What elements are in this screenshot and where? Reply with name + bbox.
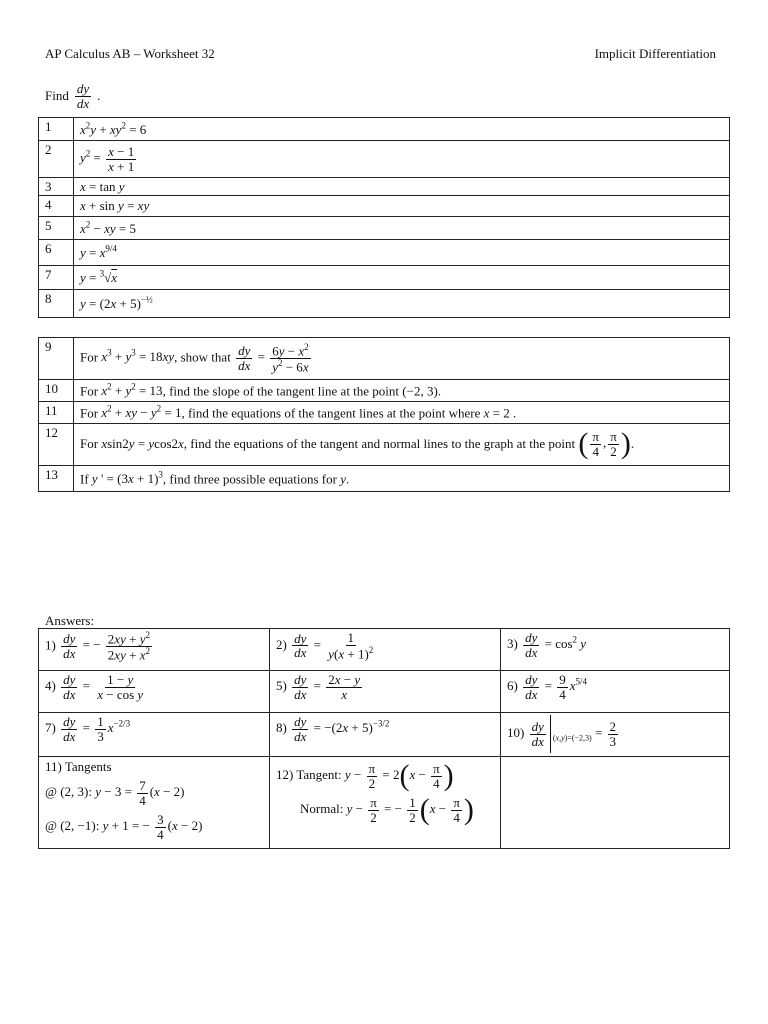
problem-row: 11 For $x^2$ + xy − $y^2 = 1$, find the equations of the tangent lines at the point where x = 2 .: [39, 402, 730, 424]
answer-cell: 12) Tangent: y − $\frac{\pi}{2}$ = 2(x − $\frac{\pi}{4}$ ) Normal: y − $\frac{\pi}{2}$ = − $\frac{1}{2}$ (x − $\frac{\pi}{4}$ ): [270, 757, 501, 849]
problem-row: 2 $y^2$ = $\frac{x - 1}{x + 1}$: [39, 141, 730, 178]
problems-table-b: [38, 337, 730, 492]
answer-cell: 4) $\frac{dy}{dx}$ = $\frac{1 - y}{\text{x − cos y}}$: [39, 671, 270, 713]
answer-cell-empty: [501, 757, 730, 849]
answer-cell: 8) $\frac{dy}{dx}$ = $-(2x + 5)^{-3/2}$: [270, 713, 501, 757]
problems-table-a: [38, 117, 730, 318]
problem-row: 1 $x^2y + xy^2 = 6$: [39, 118, 730, 141]
problem-text: If y ' = $(3x + 1)^3$, find three possible equations for y.: [74, 466, 730, 492]
problem-row: 9 For $x^3 + y^3 = 18xy$, show that $\frac{dy}{dx}$ = $\frac{6y - x^2}{y^2 - 6x}$: [39, 338, 730, 380]
problem-row: 13 If y ' = $(3x + 1)^3$, find three possible equations for y.: [39, 466, 730, 492]
answer-cell: 11) Tangents @ (2, 3): y − 3 = $\frac{7}{4}$ (x − 2) @ (2, −1): y + 1 = − $\frac{3}{4}$ (x − 2): [39, 757, 270, 849]
answer-cell: 3) $\frac{dy}{dx}$ = $\cos^2 y$: [501, 629, 730, 671]
problem-expression: $y^2$ = $\frac{x - 1}{x + 1}$: [74, 141, 730, 178]
worksheet-topic: Implicit Differentiation: [594, 46, 716, 61]
problem-row: 4 x + sin y = xy: [39, 196, 730, 217]
problem-expression: y = $^3$√x: [74, 266, 730, 290]
problem-row: 3 x = tan y: [39, 178, 730, 196]
problem-expression: $x^2$ − xy = 5: [74, 217, 730, 240]
answers-table: [38, 628, 730, 849]
answer-cell: 6) $\frac{dy}{dx}$ = $\frac{9}{4}$ $x^{5/4}$: [501, 671, 730, 713]
problem-text: For $x^2$ + xy − $y^2 = 1$, find the equations of the tangent lines at the point where x = 2 .: [74, 402, 730, 424]
problem-row: 6 $y = x^{9/4}$: [39, 240, 730, 266]
problem-expression: $y = (2x + 5)^{-\frac{1}{2}}$: [74, 290, 730, 318]
problem-expression: $x^2y + xy^2 = 6$: [74, 118, 730, 141]
answers-row: [39, 671, 730, 713]
answer-cell: 10) $\frac{dy}{dx}$ $_{(x,y)=(-2,3)}$ = $\frac{2}{3}$: [501, 713, 730, 757]
answers-row: [39, 629, 730, 671]
problem-row: 5 $x^2$ − xy = 5: [39, 217, 730, 240]
answer-cell: 5) $\frac{dy}{dx}$ = $\frac{2x - y}{x}$: [270, 671, 501, 713]
problem-expression: $y = x^{9/4}$: [74, 240, 730, 266]
worksheet-title: AP Calculus AB – Worksheet 32: [45, 46, 215, 61]
problem-expression: x = tan y: [74, 178, 730, 196]
problem-row: 7 y = $^3$√x: [39, 266, 730, 290]
answer-cell: 7) $\frac{dy}{dx}$ = $\frac{1}{3}$ $x^{-2/3}$: [39, 713, 270, 757]
problem-row: 12 For xsin2y = ycos2x, find the equations of the tangent and normal lines to the graph at the point ( $\frac{\pi}{4}$ , $\frac{\pi}{2}$ ).: [39, 424, 730, 466]
answers-label: Answers:: [45, 613, 95, 628]
dy-dx: $\frac{dy}{dx}$: [76, 81, 90, 111]
problem-row: 8 $y = (2x + 5)^{-\frac{1}{2}}$: [39, 290, 730, 318]
problem-row: 10 For $x^2 + y^2 = 13$, find the slope of the tangent line at the point (−2, 3).: [39, 380, 730, 402]
answers-row: [39, 757, 730, 849]
answer-cell: 1) $\frac{dy}{dx}$ = − $\frac{2xy + y^2}{2xy + x^2}$: [39, 629, 270, 671]
answers-row: [39, 713, 730, 757]
answer-cell: 2) $\frac{dy}{dx}$ = $\frac{1}{y(x + 1)^2}$: [270, 629, 501, 671]
find-instruction: Find $\frac{dy}{dx}$ .: [45, 81, 101, 111]
problem-text: For $x^3 + y^3 = 18xy$, show that $\frac{dy}{dx}$ = $\frac{6y - x^2}{y^2 - 6x}$: [74, 338, 730, 380]
problem-text: For xsin2y = ycos2x, find the equations of the tangent and normal lines to the graph at the point ( $\frac{\pi}{4}$ , $\frac{\pi}{2}$ ).: [74, 424, 730, 466]
problem-text: For $x^2 + y^2 = 13$, find the slope of the tangent line at the point (−2, 3).: [74, 380, 730, 402]
problem-expression: x + sin y = xy: [74, 196, 730, 217]
